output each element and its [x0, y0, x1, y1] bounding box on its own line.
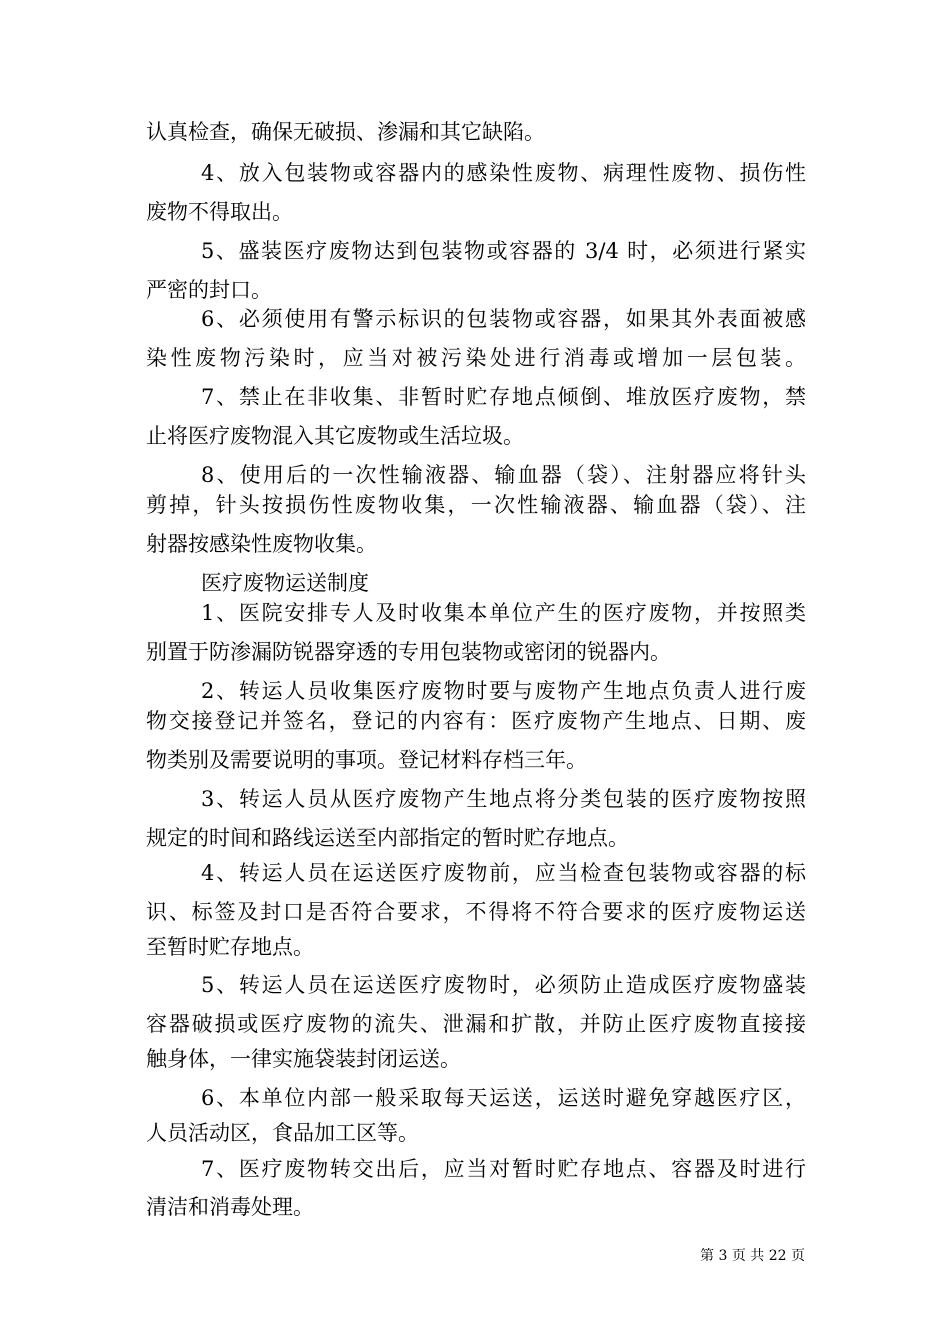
paragraph-line: 6、本单位内部一般采取每天运送，运送时避免穿越医疗区， — [201, 1086, 806, 1110]
paragraph-line: 废物不得取出。 — [146, 200, 293, 224]
paragraph-line: 3、转运人员从医疗废物产生地点将分类包装的医疗废物按照 — [201, 787, 806, 811]
paragraph-line: 别置于防渗漏防锐器穿透的专用包装物或密闭的锐器内。 — [146, 640, 671, 664]
paragraph-line: 1、医院安排专人及时收集本单位产生的医疗废物，并按照类 — [201, 601, 806, 625]
paragraph-line: 射器按感染性废物收集。 — [146, 532, 377, 556]
paragraph-line: 触身体，一律实施袋装封闭运送。 — [146, 1047, 461, 1071]
paragraph-line: 4、转运人员在运送医疗废物前，应当检查包装物或容器的标 — [201, 861, 806, 885]
paragraph-line: 识、标签及封口是否符合要求，不得将不符合要求的医疗废物运送 — [146, 900, 806, 924]
paragraph-line: 至暂时贮存地点。 — [146, 935, 314, 959]
paragraph-line: 染性废物污染时，应当对被污染处进行消毒或增加一层包装。 — [146, 346, 806, 370]
paragraph-line: 剪掉，针头按损伤性废物收集，一次性输液器、输血器（袋）、注 — [146, 493, 806, 517]
page-number: 第 3 页 共 22 页 — [700, 1248, 805, 1264]
paragraph-line: 5、盛装医疗废物达到包装物或容器的 3/4 时，必须进行紧实 — [201, 239, 806, 263]
section-heading: 医疗废物运送制度 — [201, 571, 369, 595]
paragraph-line: 物交接登记并签名，登记的内容有：医疗废物产生地点、日期、废 — [146, 709, 806, 733]
paragraph-line: 7、医疗废物转交出后，应当对暂时贮存地点、容器及时进行 — [201, 1157, 806, 1181]
paragraph-line: 人员活动区，食品加工区等。 — [146, 1121, 419, 1145]
paragraph-line: 5、转运人员在运送医疗废物时，必须防止造成医疗废物盛装 — [201, 973, 806, 997]
paragraph-line: 8、使用后的一次性输液器、输血器（袋）、注射器应将针头 — [201, 463, 806, 487]
paragraph-line: 止将医疗废物混入其它废物或生活垃圾。 — [146, 424, 524, 448]
paragraph-line: 物类别及需要说明的事项。登记材料存档三年。 — [146, 748, 587, 772]
paragraph-line: 4、放入包装物或容器内的感染性废物、病理性废物、损伤性 — [201, 161, 806, 185]
paragraph-line: 7、禁止在非收集、非暂时贮存地点倾倒、堆放医疗废物，禁 — [201, 385, 806, 409]
paragraph-line: 严密的封口。 — [146, 278, 272, 302]
paragraph-line: 6、必须使用有警示标识的包装物或容器，如果其外表面被感 — [201, 307, 806, 331]
paragraph-line: 认真检查，确保无破损、渗漏和其它缺陷。 — [146, 120, 545, 144]
paragraph-line: 清洁和消毒处理。 — [146, 1195, 314, 1219]
paragraph-line: 容器破损或医疗废物的流失、泄漏和扩散，并防止医疗废物直接接 — [146, 1012, 806, 1036]
paragraph-line: 规定的时间和路线运送至内部指定的暂时贮存地点。 — [146, 826, 629, 850]
paragraph-line: 2、转运人员收集医疗废物时要与废物产生地点负责人进行废 — [201, 679, 806, 703]
